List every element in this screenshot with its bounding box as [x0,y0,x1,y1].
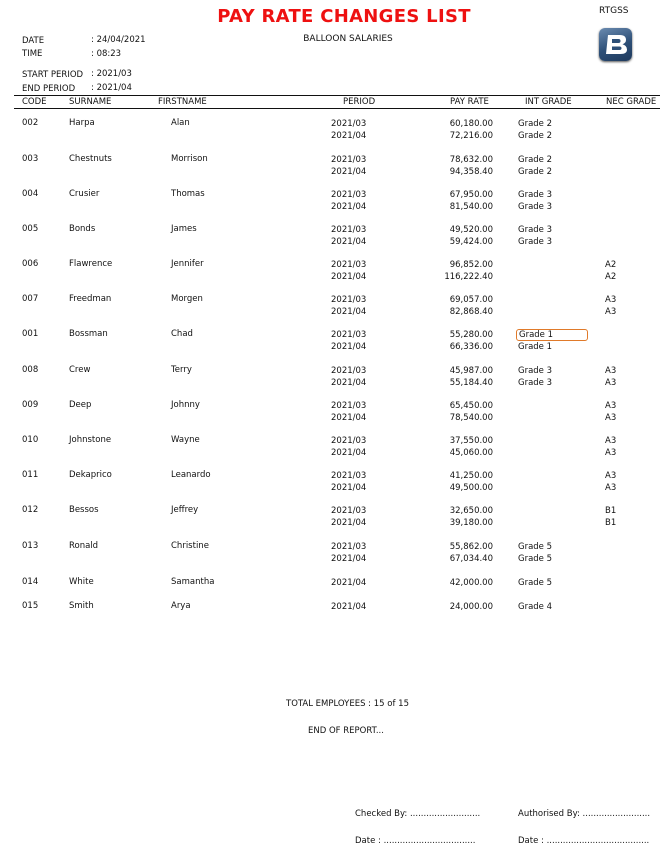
pay-period: 2021/04 [331,166,367,177]
employee-firstname: Morgen [171,294,203,304]
pay-period: 2021/03 [331,295,367,305]
b-logo-icon [599,28,632,61]
pay-rate: 59,424.00 [449,236,493,247]
nec-grade: A3 [605,401,617,411]
report-title: PAY RATE CHANGES LIST [217,6,471,27]
nec-grade: B1 [605,517,617,528]
employee-surname: Smith [69,601,94,611]
pay-period: 2021/04 [331,553,367,564]
int-grade: Grade 3 [518,201,553,212]
pay-rate: 81,540.00 [449,201,493,212]
start-period-value: : 2021/03 [91,69,132,79]
col-code-header: CODE [22,97,47,107]
nec-grade: A2 [605,260,617,270]
int-grade: Grade 5 [518,553,553,564]
pay-rate: 39,180.00 [449,517,493,528]
employee-code: 010 [22,435,39,445]
employee-code: 012 [22,505,39,515]
pay-rate: 45,987.00 [449,366,493,376]
pay-rate: 37,550.00 [449,436,493,446]
employee-code: 004 [22,189,39,199]
header-bottom-rule [14,108,660,109]
int-grade: Grade 1 [516,329,588,341]
pay-rate: 45,060.00 [449,447,493,458]
employee-firstname: Christine [171,541,209,551]
int-grade: Grade 4 [518,602,553,612]
col-surname-header: SURNAME [69,97,112,107]
nec-grade: A3 [605,306,617,317]
pay-rate: 116,222.40 [444,271,493,282]
employee-code: 015 [22,601,39,611]
pay-period: 2021/03 [331,542,367,552]
nec-grade: A2 [605,271,617,282]
pay-period: 2021/03 [331,190,367,200]
nec-grade: A3 [605,366,617,376]
int-grade: Grade 2 [518,130,553,141]
employee-surname: Dekaprico [69,470,112,480]
end-of-report: END OF REPORT... [308,726,384,736]
employee-surname: White [69,577,94,587]
pay-rate: 55,184.40 [449,377,493,388]
employee-code: 008 [22,365,39,375]
col-firstname-header: FIRSTNAME [158,97,207,107]
employee-code: 001 [22,329,39,339]
employee-firstname: Jennifer [171,259,204,269]
employee-surname: Bossman [69,329,108,339]
int-grade: Grade 3 [518,225,553,235]
pay-rate: 66,336.00 [449,341,493,352]
int-grade: Grade 3 [518,190,553,200]
end-period-value: : 2021/04 [91,83,132,93]
employee-firstname: Arya [171,601,191,611]
int-grade: Grade 5 [518,542,553,552]
employee-code: 014 [22,577,39,587]
employee-firstname: Samantha [171,577,215,587]
employee-surname: Freedman [69,294,112,304]
int-grade: Grade 3 [518,236,553,247]
pay-period: 2021/03 [331,401,367,411]
nec-grade: A3 [605,295,617,305]
employee-surname: Ronald [69,541,99,551]
checked-by-line: Checked By: .......................... [355,809,481,819]
pay-rate: 69,057.00 [449,295,493,305]
pay-rate: 55,280.00 [449,330,493,340]
employee-firstname: Thomas [171,189,205,199]
date-label: DATE [22,36,45,46]
nec-grade: A3 [605,471,617,481]
pay-rate: 41,250.00 [449,471,493,481]
employee-surname: Johnstone [69,435,112,445]
employee-surname: Chestnuts [69,154,112,164]
pay-rate: 32,650.00 [449,506,493,516]
report-code: RTGSS [599,6,629,16]
pay-rate: 78,632.00 [449,155,493,165]
employee-code: 006 [22,259,39,269]
int-grade: Grade 2 [518,166,553,177]
col-payrate-header: PAY RATE [450,97,489,107]
employee-surname: Flawrence [69,259,113,269]
pay-period: 2021/03 [331,260,367,270]
employee-code: 009 [22,400,39,410]
pay-period: 2021/04 [331,377,367,388]
employee-firstname: Wayne [171,435,200,445]
pay-rate: 49,500.00 [449,482,493,493]
nec-grade: A3 [605,436,617,446]
authorised-by-line: Authorised By: ......................... [518,809,651,819]
pay-period: 2021/04 [331,236,367,247]
pay-period: 2021/04 [331,306,367,317]
pay-rate: 55,862.00 [449,542,493,552]
employee-code: 002 [22,118,39,128]
employee-code: 011 [22,470,39,480]
int-grade: Grade 5 [518,578,553,588]
pay-period: 2021/03 [331,506,367,516]
pay-period: 2021/03 [331,225,367,235]
int-grade: Grade 3 [518,366,553,376]
employee-code: 007 [22,294,39,304]
pay-period: 2021/03 [331,366,367,376]
employee-code: 003 [22,154,39,164]
employee-firstname: Jeffrey [171,505,199,515]
pay-period: 2021/04 [331,271,367,282]
header-top-rule [14,95,660,96]
time-label: TIME [22,49,43,59]
employee-firstname: Leanardo [171,470,211,480]
employee-surname: Bonds [69,224,96,234]
start-period-label: START PERIOD [22,70,84,80]
pay-period: 2021/04 [331,341,367,352]
end-period-label: END PERIOD [22,84,76,94]
pay-period: 2021/04 [331,412,367,423]
employee-firstname: Chad [171,329,193,339]
pay-period: 2021/03 [331,436,367,446]
int-grade: Grade 3 [518,377,553,388]
pay-rate: 72,216.00 [449,130,493,141]
checked-date-line: Date : .................................. [355,836,476,846]
employee-firstname: James [171,224,197,234]
employee-surname: Crusier [69,189,100,199]
nec-grade: A3 [605,482,617,493]
pay-rate: 78,540.00 [449,412,493,423]
nec-grade: A3 [605,377,617,388]
col-necgrade-header: NEC GRADE [606,97,657,107]
pay-period: 2021/04 [331,201,367,212]
pay-rate: 42,000.00 [449,578,493,588]
employee-surname: Crew [69,365,91,375]
time-value: : 08:23 [91,49,122,59]
pay-rate: 49,520.00 [449,225,493,235]
pay-period: 2021/04 [331,447,367,458]
pay-period: 2021/03 [331,155,367,165]
pay-rate: 96,852.00 [449,260,493,270]
employee-surname: Deep [69,400,92,410]
employee-code: 013 [22,541,39,551]
authorised-date-line: Date : ...................................... [518,836,650,846]
employee-firstname: Alan [171,118,190,128]
pay-period: 2021/04 [331,482,367,493]
total-employees: TOTAL EMPLOYEES : 15 of 15 [286,699,409,709]
pay-rate: 82,868.40 [449,306,493,317]
pay-period: 2021/04 [331,130,367,141]
employee-firstname: Morrison [171,154,208,164]
pay-period: 2021/03 [331,471,367,481]
nec-grade: B1 [605,506,617,516]
employee-surname: Harpa [69,118,95,128]
employee-code: 005 [22,224,39,234]
date-value: : 24/04/2021 [91,35,146,45]
employee-surname: Bessos [69,505,99,515]
col-period-header: PERIOD [343,97,376,107]
pay-period: 2021/03 [331,330,367,340]
pay-rate: 94,358.40 [449,166,493,177]
int-grade: Grade 2 [518,119,553,129]
pay-period: 2021/04 [331,578,367,588]
pay-rate: 65,450.00 [449,401,493,411]
int-grade: Grade 1 [518,341,553,352]
nec-grade: A3 [605,412,617,423]
pay-period: 2021/04 [331,517,367,528]
int-grade: Grade 2 [518,155,553,165]
pay-rate: 67,034.40 [449,553,493,564]
nec-grade: A3 [605,447,617,458]
col-intgrade-header: INT GRADE [525,97,572,107]
pay-rate: 60,180.00 [449,119,493,129]
pay-period: 2021/04 [331,602,367,612]
pay-rate: 24,000.00 [449,602,493,612]
employee-firstname: Johnny [171,400,200,410]
employee-firstname: Terry [171,365,192,375]
pay-rate: 67,950.00 [449,190,493,200]
pay-period: 2021/03 [331,119,367,129]
company-name: BALLOON SALARIES [303,34,393,44]
